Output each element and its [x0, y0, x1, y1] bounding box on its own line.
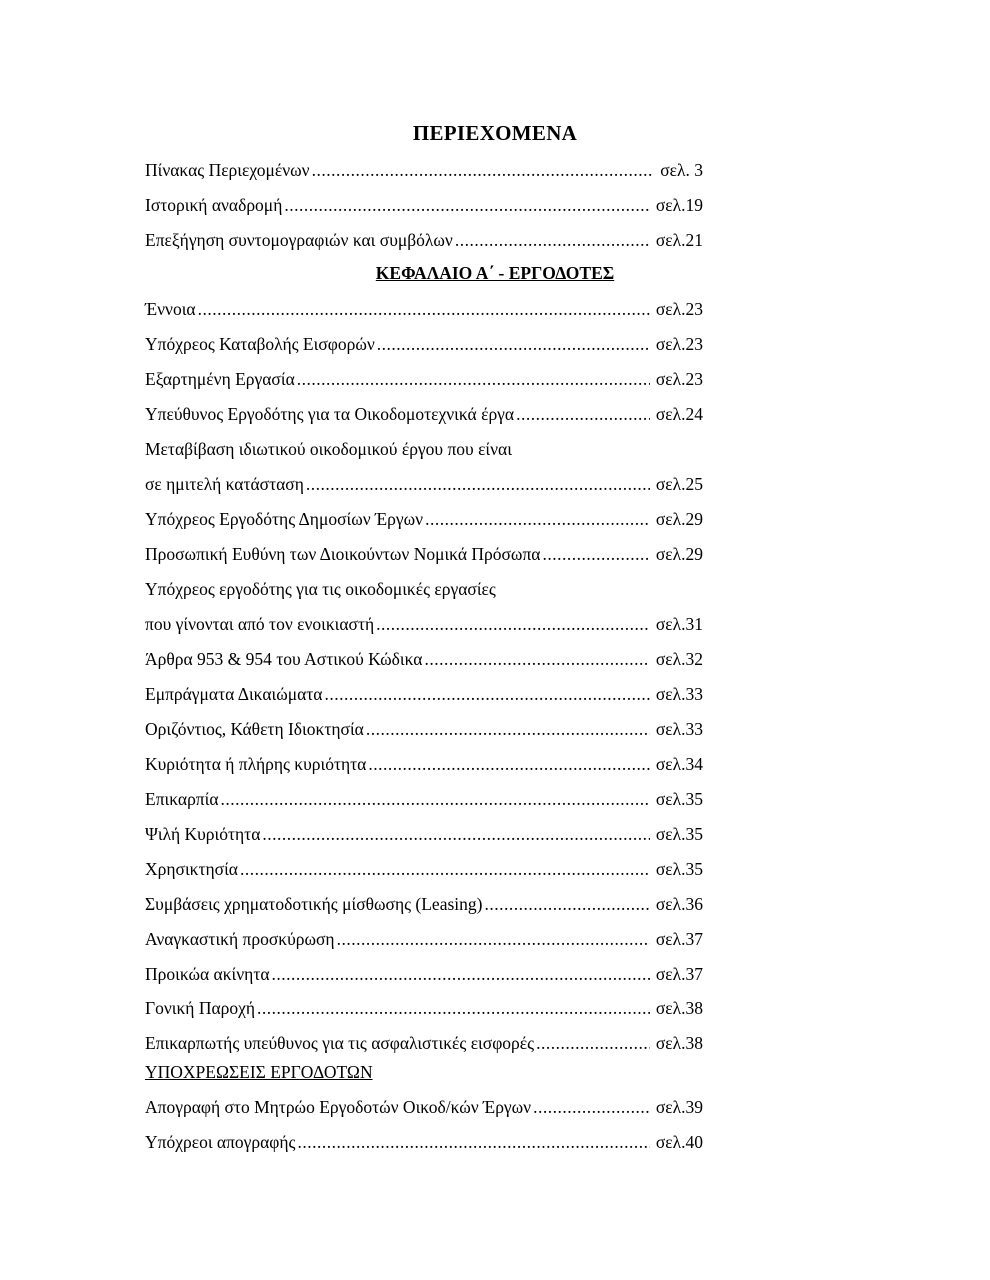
toc-entry-page: σελ. 3 [660, 160, 703, 180]
leader-dots [536, 1031, 650, 1055]
toc-entry-page: σελ.29 [655, 544, 703, 564]
toc-entry-page: σελ.32 [655, 649, 703, 669]
leader-dots [368, 752, 649, 776]
leader-dots [262, 822, 649, 846]
toc-entry [145, 647, 703, 671]
leader-dots [257, 996, 650, 1020]
section-heading: ΥΠΟΧΡΕΩΣΕΙΣ ΕΡΓΟΔΟΤΩΝ [145, 1062, 373, 1082]
toc-entry [145, 158, 703, 182]
toc-entry [145, 1130, 703, 1154]
toc-entry-page: σελ.34 [655, 754, 703, 774]
toc-entry-page: σελ.35 [655, 824, 703, 844]
toc-entry [145, 892, 703, 916]
toc-entry-label: Υπόχρεος εργοδότης για τις οικοδομικές εργασίες [145, 579, 496, 599]
toc-entry-page: σελ.35 [655, 789, 703, 809]
toc-entry-page: σελ.19 [655, 195, 703, 215]
toc-entry [145, 927, 703, 951]
toc-entry [145, 612, 703, 636]
toc-entry [145, 717, 703, 741]
toc-entry-label: Ιστορική αναδρομή [145, 195, 283, 215]
toc-entry-label: Κυριότητα ή πλήρης κυριότητα [145, 754, 367, 774]
toc-entry [145, 402, 703, 426]
toc-entry [145, 1095, 703, 1119]
leader-dots [306, 472, 650, 496]
leader-dots [312, 158, 655, 182]
leader-dots [272, 962, 650, 986]
leader-dots [284, 193, 650, 217]
toc-entry-page: σελ.37 [655, 929, 703, 949]
toc-entry-continued [145, 437, 703, 461]
leader-dots [484, 892, 649, 916]
leader-dots [516, 402, 650, 426]
toc-entry-label: Υπεύθυνος Εργοδότης για τα Οικοδομοτεχνικά έργα [145, 404, 515, 424]
toc-entry-page: σελ.31 [655, 614, 703, 634]
toc-entry-label: που γίνονται από τον ενοικιαστή [145, 614, 375, 634]
toc-entry-page: σελ.29 [655, 509, 703, 529]
toc-entry-label: Οριζόντιος, Κάθετη Ιδιοκτησία [145, 719, 364, 739]
toc-entry-page: σελ.40 [655, 1132, 703, 1152]
leader-dots [297, 1130, 649, 1154]
toc-entry-page: σελ.33 [655, 684, 703, 704]
toc-entry [145, 857, 703, 881]
toc-entry [145, 472, 703, 496]
toc-entry-page: σελ.25 [655, 474, 703, 494]
toc-entry [145, 682, 703, 706]
toc-entry-label: Συμβάσεις χρηματοδοτικής μίσθωσης (Leasing) [145, 894, 483, 914]
toc-entry-label: Υπόχρεοι απογραφής [145, 1132, 296, 1152]
leader-dots [377, 332, 650, 356]
toc-entry-label: Έννοια [145, 299, 196, 319]
toc-entry-label: Προικώα ακίνητα [145, 964, 270, 984]
leader-dots [221, 787, 650, 811]
toc-entry-label: Απογραφή στο Μητρώο Εργοδοτών Οικοδ/κών Έργων [145, 1097, 532, 1117]
toc-entry-page: σελ.35 [655, 859, 703, 879]
toc-entry [145, 787, 703, 811]
toc-entry-label: Προσωπική Ευθύνη των Διοικούντων Νομικά Πρόσωπα [145, 544, 541, 564]
toc-entry-label: Άρθρα 953 & 954 του Αστικού Κώδικα [145, 649, 423, 669]
toc-entry [145, 367, 703, 391]
leader-dots [425, 507, 650, 531]
leader-dots [376, 612, 650, 636]
toc-entry-label: Εξαρτημένη Εργασία [145, 369, 295, 389]
toc-entry [145, 822, 703, 846]
chapter-heading: ΚΕΦΑΛΑΙΟ Α΄ - ΕΡΓΟΔΟΤΕΣ [375, 263, 615, 283]
leader-dots [533, 1095, 650, 1119]
toc-entry-page: σελ.24 [655, 404, 703, 424]
toc-entry [145, 228, 703, 252]
toc-entry-label: Ψιλή Κυριότητα [145, 824, 261, 844]
toc-entry [145, 297, 703, 321]
leader-dots [424, 647, 649, 671]
toc-entry [145, 332, 703, 356]
leader-dots [337, 927, 650, 951]
toc-entry-page: σελ.33 [655, 719, 703, 739]
toc-entry-label: Αναγκαστική προσκύρωση [145, 929, 335, 949]
toc-entry [145, 996, 703, 1020]
leader-dots [297, 367, 650, 391]
toc-entry-label: Γονική Παροχή [145, 998, 256, 1018]
toc-entry-page: σελ.37 [655, 964, 703, 984]
toc-entry [145, 962, 703, 986]
toc-entry-label: Επεξήγηση συντομογραφιών και συμβόλων [145, 230, 453, 250]
toc-entry-page: σελ.23 [655, 334, 703, 354]
leader-dots [240, 857, 650, 881]
toc-entry-label: Χρησικτησία [145, 859, 238, 879]
toc-entry-page: σελ.38 [655, 998, 703, 1018]
toc-entry [145, 1031, 703, 1055]
toc-entry-page: σελ.21 [655, 230, 703, 250]
toc-entry-label: Επικαρπωτής υπεύθυνος για τις ασφαλιστικές εισφορές [145, 1033, 535, 1053]
toc-entry-label: Μεταβίβαση ιδιωτικού οικοδομικού έργου που είναι [145, 439, 512, 459]
toc-entry-page: σελ.38 [655, 1033, 703, 1053]
toc-entry [145, 752, 703, 776]
toc-entry [145, 193, 703, 217]
toc-entry-label: σε ημιτελή κατάσταση [145, 474, 304, 494]
toc-entry-label: Υπόχρεος Εργοδότης Δημοσίων Έργων [145, 509, 424, 529]
toc-entry-label: Πίνακας Περιεχομένων [145, 160, 310, 180]
leader-dots [324, 682, 649, 706]
page-title: ΠΕΡΙΕΧΟΜΕΝΑ [412, 121, 578, 145]
toc-entry-label: Εμπράγματα Δικαιώματα [145, 684, 323, 704]
toc-entry [145, 507, 703, 531]
toc-entry-page: σελ.39 [655, 1097, 703, 1117]
leader-dots [542, 542, 649, 566]
toc-entry-continued [145, 577, 703, 601]
toc-entry [145, 542, 703, 566]
leader-dots [366, 717, 650, 741]
leader-dots [455, 228, 650, 252]
toc-entry-label: Επικαρπία [145, 789, 219, 809]
toc-entry-page: σελ.23 [655, 369, 703, 389]
toc-entry-page: σελ.23 [655, 299, 703, 319]
toc-entry-label: Υπόχρεος Καταβολής Εισφορών [145, 334, 375, 354]
leader-dots [198, 297, 650, 321]
toc-entry-page: σελ.36 [655, 894, 703, 914]
